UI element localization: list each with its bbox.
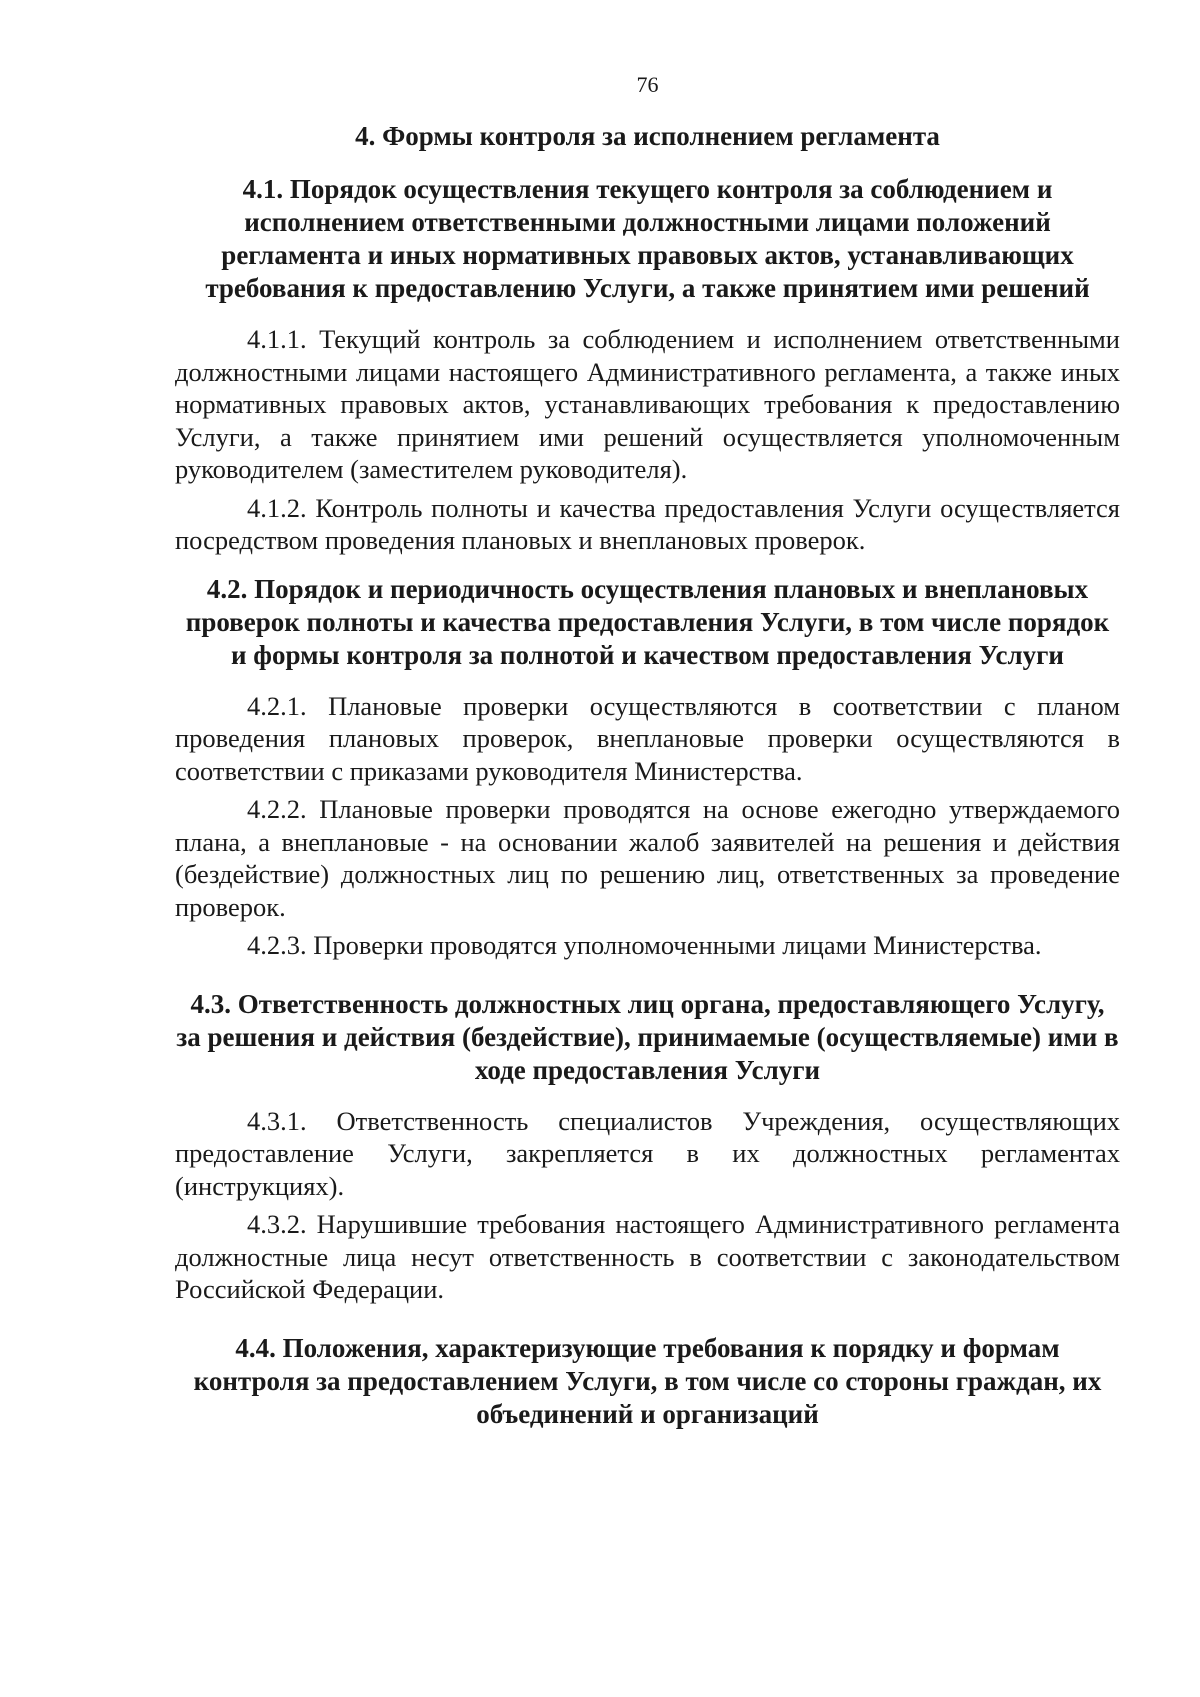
subsection-heading-4-3: 4.3. Ответственность должностных лиц органа, предоставляющего Услугу, за решения и действия (бездействие), принимаемые (осуществляемые) ими в ходе предоставления Услуги [176,988,1119,1085]
paragraph-4-2-1: 4.2.1. Плановые проверки осуществляются в соответствии с планом проведения плановых проверок, внеплановые проверки осуществляются в соответствии с приказами руководителя Министерства. [175,690,1120,786]
page-number: 76 [636,72,659,97]
paragraph-4-3-1: 4.3.1. Ответственность специалистов Учреждения, осуществляющих предоставление Услуги, закрепляется в их должностных регламентах (инструкциях). [175,1105,1120,1201]
section-title: 4. Формы контроля за исполнением регламента [355,121,940,151]
subsection-heading-4-1: 4.1. Порядок осуществления текущего контроля за соблюдением и исполнением ответственными должностными лицами положений регламента и иных нормативных правовых актов, устанавливающих требования к предоставлению Услуги, а также принятием ими решений [205,174,1090,303]
subsection-heading-4-2: 4.2. Порядок и периодичность осуществления плановых и внеплановых проверок полноты и качества предоставления Услуги, в том числе порядок и формы контроля за полнотой и качеством предоставления Услуги [185,573,1110,670]
paragraph-4-2-3: 4.2.3. Проверки проводятся уполномоченными лицами Министерства. [247,930,1042,960]
document-page [175,72,1120,1449]
paragraph-4-3-2: 4.3.2. Нарушившие требования настоящего Административного регламента должностные лица несут ответственность в соответствии с законодательством Российской Федерации. [175,1209,1120,1304]
subsection-heading-4-4: 4.4. Положения, характеризующие требования к порядку и формам контроля за предоставлением Услуги, в том числе со стороны граждан, их объединений и организаций [193,1332,1102,1429]
paragraph-4-1-1: 4.1.1. Текущий контроль за соблюдением и исполнением ответственными должностными лицами настоящего Административного регламента, а также иных нормативных правовых актов, устанавливающих требования к предоставлению Услуги, а также принятием ими решений осуществляется уполномоченным руководителем (заместителем руководителя). [175,324,1120,484]
paragraph-4-1-2: 4.1.2. Контроль полноты и качества предоставления Услуги осуществляется посредством проведения плановых и внеплановых проверок. [175,492,1120,555]
paragraph-4-2-2: 4.2.2. Плановые проверки проводятся на основе ежегодно утверждаемого плана, а внеплановые - на основании жалоб заявителей на решения и действия (бездействие) должностных лиц по решению лиц, ответственных за проведение проверок. [175,794,1120,922]
